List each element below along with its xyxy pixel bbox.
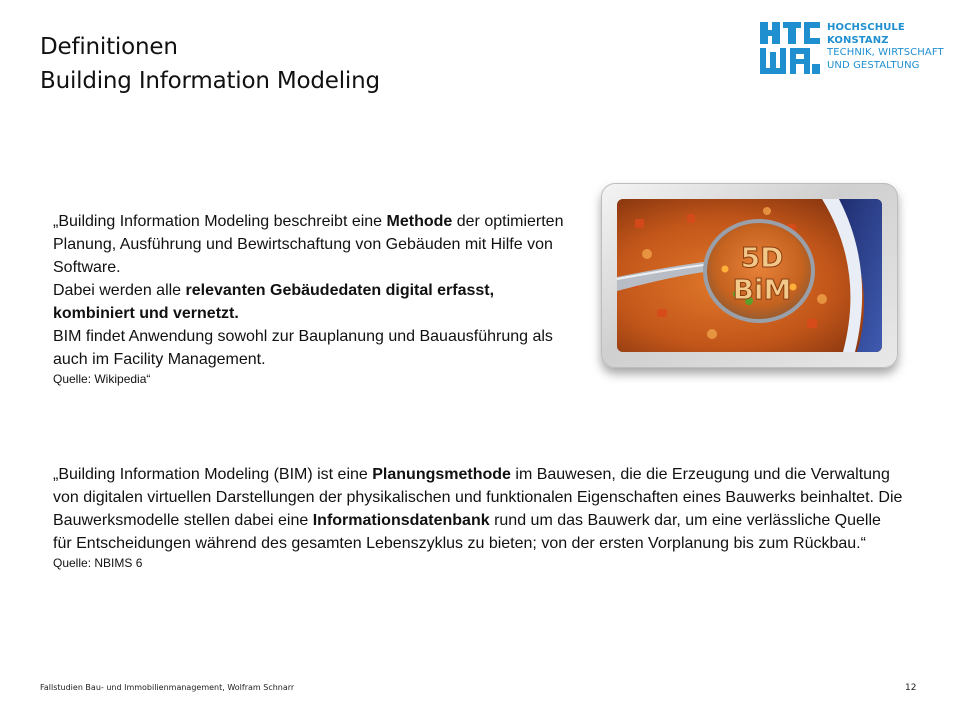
logo-line-2: KONSTANZ <box>827 34 889 46</box>
university-logo <box>760 20 955 76</box>
htwg-logo-icon <box>760 22 820 74</box>
footer-course: Fallstudien Bau- und Immobilienmanagement, Wolfram Schnarr <box>40 683 295 692</box>
logo-wordmark <box>827 22 944 72</box>
quote1-bold-data: relevanten Gebäudedaten digital erfasst, kombiniert und vernetzt. <box>53 282 495 322</box>
wikipedia-definition <box>53 210 573 386</box>
title-line-2: Building Information Modeling <box>40 68 380 94</box>
bim-image-frame <box>601 183 898 368</box>
quote2-bold-database: Informationsdatenbank <box>312 512 490 529</box>
quote1-bold-method: Methode <box>386 213 453 230</box>
logo-line-3: TECHNIK, WIRTSCHAFT <box>827 47 944 58</box>
bim-image-label-bottom: BiM <box>732 273 792 306</box>
quote2-text-3: rund um das Bauwerk dar, um eine verlässliche Quelle für Entscheidungen während des gesamten Lebenszyklus zu bieten; von der ersten Vorplanung bis zum Rückbau.“ <box>53 512 881 552</box>
quote1-text-2: der optimierten Planung, Ausführung und Bewirtschaftung von Gebäuden mit Hilfe von Software. <box>53 213 564 276</box>
quote1-text-4: BIM findet Anwendung sowohl zur Bauplanung und Bauausführung als auch im Facility Management. <box>53 328 553 368</box>
quote2-source: Quelle: NBIMS 6 <box>53 556 143 570</box>
page-number: 12 <box>905 683 917 693</box>
nbims-definition <box>53 463 903 570</box>
quote2-text-2: im Bauwesen, die die Erzeugung und die Verwaltung von digitalen virtuellen Darstellungen der physikalischen und funktionalen Eigenschaften eines Bauwerks beinhaltet. Die Bauwerksmodelle stellen dabei eine <box>53 466 903 529</box>
quote1-text-1: „Building Information Modeling beschreibt eine <box>53 213 387 230</box>
quote2-bold-method: Planungsmethode <box>372 466 511 483</box>
quote2-text-1: „Building Information Modeling (BIM) ist eine <box>53 466 373 483</box>
bim-soup-spoon-icon <box>617 199 882 352</box>
bim-image-label-top: 5D <box>740 241 784 274</box>
bim-image <box>617 199 882 352</box>
slide-title <box>40 30 380 98</box>
quote1-text-3: Dabei werden alle <box>53 282 186 299</box>
title-line-1: Definitionen <box>40 34 178 60</box>
logo-line-1: HOCHSCHULE <box>827 22 905 33</box>
quote1-source: Quelle: Wikipedia“ <box>53 372 151 386</box>
logo-line-4: UND GESTALTUNG <box>827 59 920 71</box>
